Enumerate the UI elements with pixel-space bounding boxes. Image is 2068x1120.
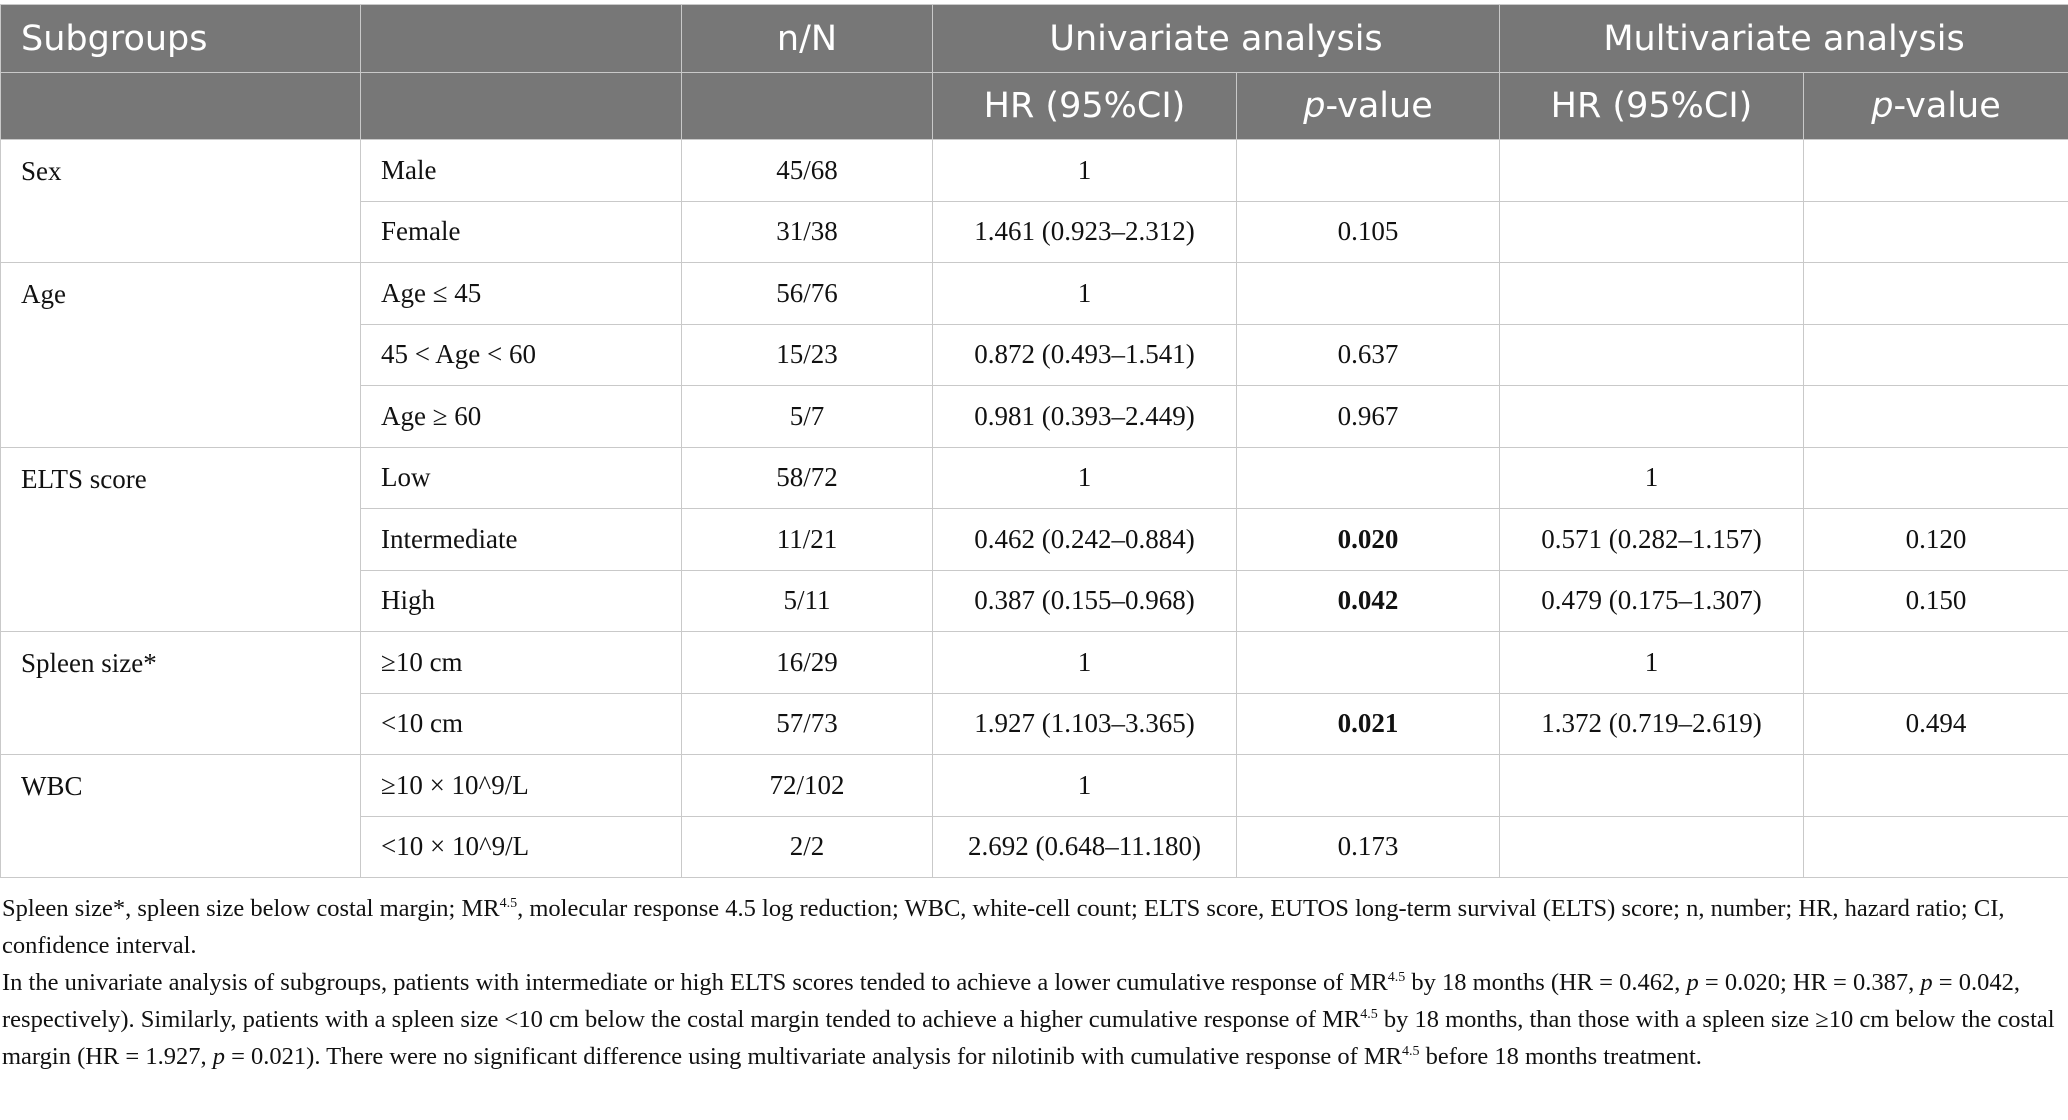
multi-p-cell [1804,447,2068,509]
header-uni-p: p-value [1237,73,1500,140]
multi-hr-cell [1500,386,1804,448]
multi-hr-cell [1500,324,1804,386]
header-blank [361,5,682,73]
group-cell: Sex [1,140,361,263]
subgroup-cell: <10 × 10^9/L [361,816,682,878]
n-cell: 2/2 [682,816,933,878]
n-cell: 5/11 [682,570,933,632]
uni-hr-cell: 1.927 (1.103–3.365) [933,693,1237,755]
uni-hr-cell: 0.872 (0.493–1.541) [933,324,1237,386]
subgroup-cell: Male [361,140,682,202]
multi-p-cell [1804,816,2068,878]
multi-hr-cell: 1 [1500,632,1804,694]
table-row [1,263,2068,325]
n-cell: 15/23 [682,324,933,386]
n-cell: 16/29 [682,632,933,694]
uni-hr-cell: 2.692 (0.648–11.180) [933,816,1237,878]
header-multi-hr: HR (95%CI) [1500,73,1804,140]
n-cell: 58/72 [682,447,933,509]
multi-p-cell [1804,755,2068,817]
uni-hr-cell: 1.461 (0.923–2.312) [933,201,1237,263]
subgroup-cell: <10 cm [361,693,682,755]
uni-p-cell-significant: 0.042 [1237,570,1500,632]
multi-hr-cell [1500,755,1804,817]
uni-p-cell [1237,140,1500,202]
subgroup-cell: Low [361,447,682,509]
uni-p-cell-significant: 0.021 [1237,693,1500,755]
group-cell: ELTS score [1,447,361,632]
uni-hr-cell: 0.462 (0.242–0.884) [933,509,1237,571]
subgroup-cell: Intermediate [361,509,682,571]
multi-hr-cell [1500,140,1804,202]
header-multi-p: p-value [1804,73,2068,140]
multi-p-cell [1804,140,2068,202]
uni-p-cell [1237,755,1500,817]
header-blank [682,73,933,140]
multi-hr-cell: 0.479 (0.175–1.307) [1500,570,1804,632]
n-cell: 5/7 [682,386,933,448]
multi-hr-cell: 0.571 (0.282–1.157) [1500,509,1804,571]
header-subgroups: Subgroups [1,5,361,73]
header-blank [361,73,682,140]
results-table [0,4,2068,878]
abbreviations-note: Spleen size*, spleen size below costal margin; $MR^{4.5}$, molecular response 4.5 log reduction; WBC, white-cell count; ELTS score, EUTOS long-term survival (ELTS) score; n, number; HR, hazard ratio; CI, confidence interval. [2,895,2005,959]
uni-p-cell: 0.105 [1237,201,1500,263]
n-cell: 56/76 [682,263,933,325]
table-row [1,755,2068,817]
multi-p-cell [1804,386,2068,448]
uni-hr-cell: 0.981 (0.393–2.449) [933,386,1237,448]
n-cell: 31/38 [682,201,933,263]
results-note: In the univariate analysis of subgroups, patients with intermediate or high ELTS scores tended to achieve a lower cumulative response of $MR^{4.5}$ by 18 months (HR = 0.462, p = 0.020; HR = 0.387, p = 0.042, respectively). Similarly, patients with a spleen size <10 cm below the costal margin tended to achieve a higher cumulative response of $MR^{4.5}$ by 18 months, than those with a spleen size ≥10 cm below the costal margin (HR = 1.927, p = 0.021). There were no significant difference using multivariate analysis for nilotinib with cumulative response of $MR^{4.5}$ before 18 months treatment. [2,969,2055,1070]
table-footnote [2,890,2062,1075]
multi-hr-cell [1500,263,1804,325]
uni-hr-cell: 1 [933,263,1237,325]
table-row [1,632,2068,694]
table-header [1,5,2068,140]
uni-hr-cell: 1 [933,447,1237,509]
multi-p-cell: 0.150 [1804,570,2068,632]
subgroup-cell: Female [361,201,682,263]
multi-hr-cell [1500,816,1804,878]
n-cell: 72/102 [682,755,933,817]
subgroup-cell: ≥10 cm [361,632,682,694]
multi-hr-cell: 1 [1500,447,1804,509]
header-blank [1,73,361,140]
uni-hr-cell: 1 [933,632,1237,694]
n-cell: 57/73 [682,693,933,755]
header-uni-hr: HR (95%CI) [933,73,1237,140]
n-cell: 11/21 [682,509,933,571]
multi-p-cell: 0.494 [1804,693,2068,755]
uni-p-cell: 0.637 [1237,324,1500,386]
uni-p-cell [1237,447,1500,509]
multi-p-cell [1804,324,2068,386]
multi-p-cell [1804,201,2068,263]
multi-p-cell [1804,263,2068,325]
multi-hr-cell [1500,201,1804,263]
uni-p-cell [1237,632,1500,694]
table-row [1,447,2068,509]
uni-p-cell [1237,263,1500,325]
subgroup-cell: Age ≤ 45 [361,263,682,325]
uni-hr-cell: 1 [933,140,1237,202]
multi-p-cell: 0.120 [1804,509,2068,571]
group-cell: Age [1,263,361,448]
subgroup-cell: 45 < Age < 60 [361,324,682,386]
uni-p-cell-significant: 0.020 [1237,509,1500,571]
uni-p-cell: 0.967 [1237,386,1500,448]
header-n-over-n: n/N [682,5,933,73]
subgroup-cell: ≥10 × 10^9/L [361,755,682,817]
subgroup-cell: Age ≥ 60 [361,386,682,448]
header-multivariate: Multivariate analysis [1500,5,2068,73]
uni-hr-cell: 0.387 (0.155–0.968) [933,570,1237,632]
subgroup-cell: High [361,570,682,632]
uni-p-cell: 0.173 [1237,816,1500,878]
group-cell: WBC [1,755,361,878]
multi-p-cell [1804,632,2068,694]
group-cell: Spleen size* [1,632,361,755]
multi-hr-cell: 1.372 (0.719–2.619) [1500,693,1804,755]
uni-hr-cell: 1 [933,755,1237,817]
n-cell: 45/68 [682,140,933,202]
table-row [1,140,2068,202]
table-body [1,140,2068,878]
header-univariate: Univariate analysis [933,5,1500,73]
